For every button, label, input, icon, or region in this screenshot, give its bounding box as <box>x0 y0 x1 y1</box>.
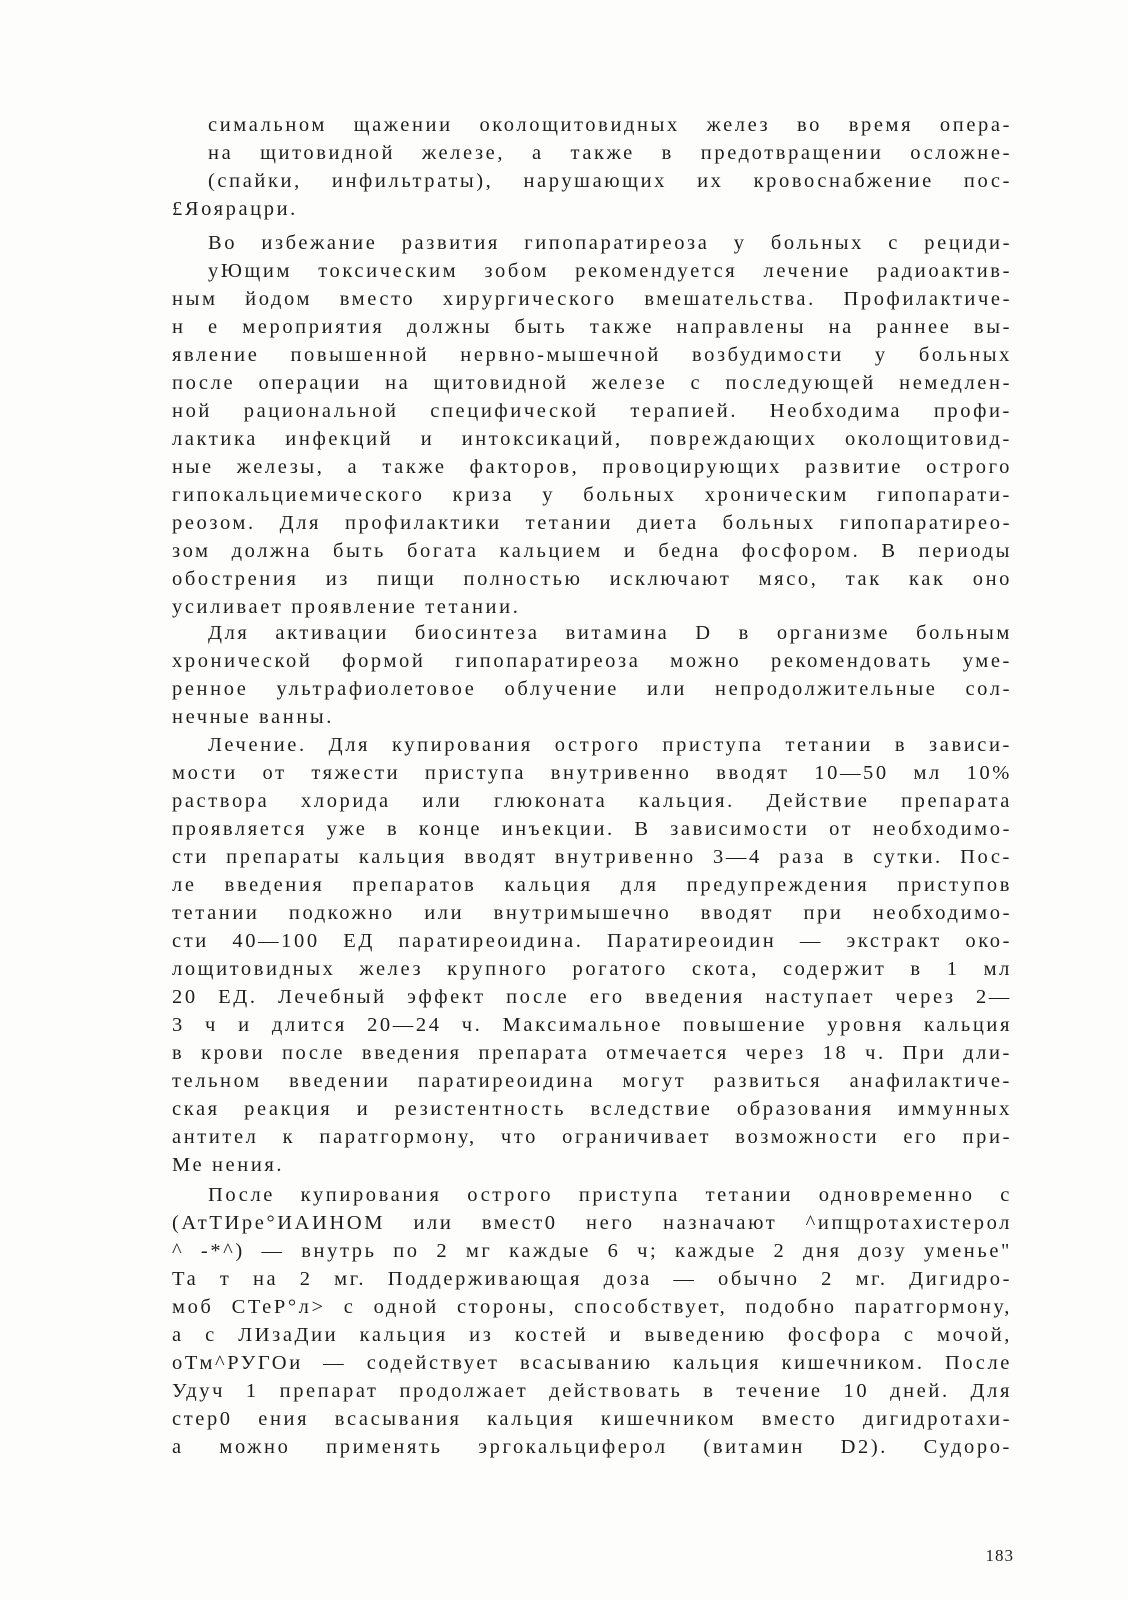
text-line: сти препараты кальция вводят внутривенно 3—4 раза в сутки. Пос- <box>172 846 1012 868</box>
text-line: ные железы, а также факторов, провоцирующих развитие острого <box>172 456 1012 478</box>
text-line: оТм^РУГОи — содействует всасыванию кальция кишечником. После <box>172 1352 1012 1374</box>
text-line: сти 40—100 ЕД паратиреоидина. Паратиреоидин — экстракт око- <box>172 930 1012 952</box>
text-line: ле введения препаратов кальция для предупреждения приступов <box>172 874 1012 896</box>
text-line: тетании подкожно или внутримышечно вводят при необходимо- <box>172 902 1012 924</box>
text-line: ренное ультрафиолетовое облучение или непродолжительные сол- <box>172 678 1012 700</box>
text-line: симальном щажении околощитовидных желез во время опера- <box>208 114 1012 136</box>
text-line: а можно применять эргокальциферол (витамин D2). Судоро- <box>172 1436 1012 1458</box>
text-line: После купирования острого приступа тетании одновременно с <box>208 1184 1012 1206</box>
text-line: усиливает проявление тетании. <box>172 596 521 618</box>
text-line: ская реакция и резистентность вследствие образования иммунных <box>172 1098 1012 1120</box>
text-line: н е мероприятия должны быть также направлены на раннее вы- <box>172 316 1012 338</box>
text-line: (спайки, инфильтраты), нарушающих их кровоснабжение пос- <box>208 170 1012 192</box>
text-line: Для активации биосинтеза витамина D в организме больным <box>208 622 1012 644</box>
text-line: ным йодом вместо хирургического вмешательства. Профилактиче- <box>172 288 1012 310</box>
text-line: моб СТеР°л> с одной стороны, способствует, подобно паратгормону, <box>172 1296 1012 1318</box>
text-line: хронической формой гипопаратиреоза можно рекомендовать уме- <box>172 650 1012 672</box>
text-line: £Яоярацри. <box>172 198 298 220</box>
text-line: 20 ЕД. Лечебный эффект после его введения наступает через 2— <box>172 986 1012 1008</box>
text-line: уЮщим токсическим зобом рекомендуется лечение радиоактив- <box>208 260 1012 282</box>
text-line: Ме нения. <box>172 1154 285 1176</box>
text-line: Во избежание развития гипопаратиреоза у больных с рециди- <box>208 232 1012 254</box>
page-number: 183 <box>985 1546 1014 1565</box>
text-line: ной рациональной специфической терапией. Необходима профи- <box>172 400 1012 422</box>
text-line: лактика инфекций и интоксикаций, повреждающих околощитовид- <box>172 428 1012 450</box>
text-line: Лечение. Для купирования острого приступа тетании в зависи- <box>208 734 1012 756</box>
text-line: лощитовидных желез крупного рогатого скота, содержит в 1 мл <box>172 958 1012 980</box>
text-line: (АтТИре°ИАИНОМ или вмест0 него назначают ^ипщротахистерол <box>172 1212 1012 1234</box>
text-line: Удуч 1 препарат продолжает действовать в течение 10 дней. Для <box>172 1380 1012 1402</box>
text-line: явление повышенной нервно-мышечной возбудимости у больных <box>172 344 1012 366</box>
text-line: после операции на щитовидной железе с последующей немедлен- <box>172 372 1012 394</box>
text-line: а с ЛИзаДии кальция из костей и выведению фосфора с мочой, <box>172 1324 1012 1346</box>
text-line: реозом. Для профилактики тетании диета больных гипопаратирео- <box>172 512 1012 534</box>
text-line: 3 ч и длится 20—24 ч. Максимальное повышение уровня кальция <box>172 1014 1012 1036</box>
text-line: на щитовидной железе, а также в предотвращении осложне- <box>208 142 1012 164</box>
text-line: раствора хлорида или глюконата кальция. Действие препарата <box>172 790 1012 812</box>
text-line: мости от тяжести приступа внутривенно вводят 10—50 мл 10% <box>172 762 1012 784</box>
text-line: антител к паратгормону, что ограничивает возможности его при- <box>172 1126 1012 1148</box>
text-line: стер0 ения всасывания кальция кишечником вместо дигидротахи- <box>172 1408 1012 1430</box>
text-line: нечные ванны. <box>172 706 334 728</box>
text-line: ^ -*^) — внутрь по 2 мг каждые 6 ч; каждые 2 дня дозу уменье" <box>172 1240 1012 1262</box>
text-line: гипокальциемического криза у больных хроническим гипопарати- <box>172 484 1012 506</box>
text-line: обострения из пищи полностью исключают мясо, так как оно <box>172 568 1012 590</box>
text-line: зом должна быть богата кальцием и бедна фосфором. В периоды <box>172 540 1012 562</box>
text-line: в крови после введения препарата отмечается через 18 ч. При дли- <box>172 1042 1012 1064</box>
text-line: тельном введении паратиреоидина могут развиться анафилактиче- <box>172 1070 1012 1092</box>
text-line: Та т на 2 мг. Поддерживающая доза — обычно 2 мг. Дигидро- <box>172 1268 1012 1290</box>
text-line: проявляется уже в конце инъекции. В зависимости от необходимо- <box>172 818 1012 840</box>
